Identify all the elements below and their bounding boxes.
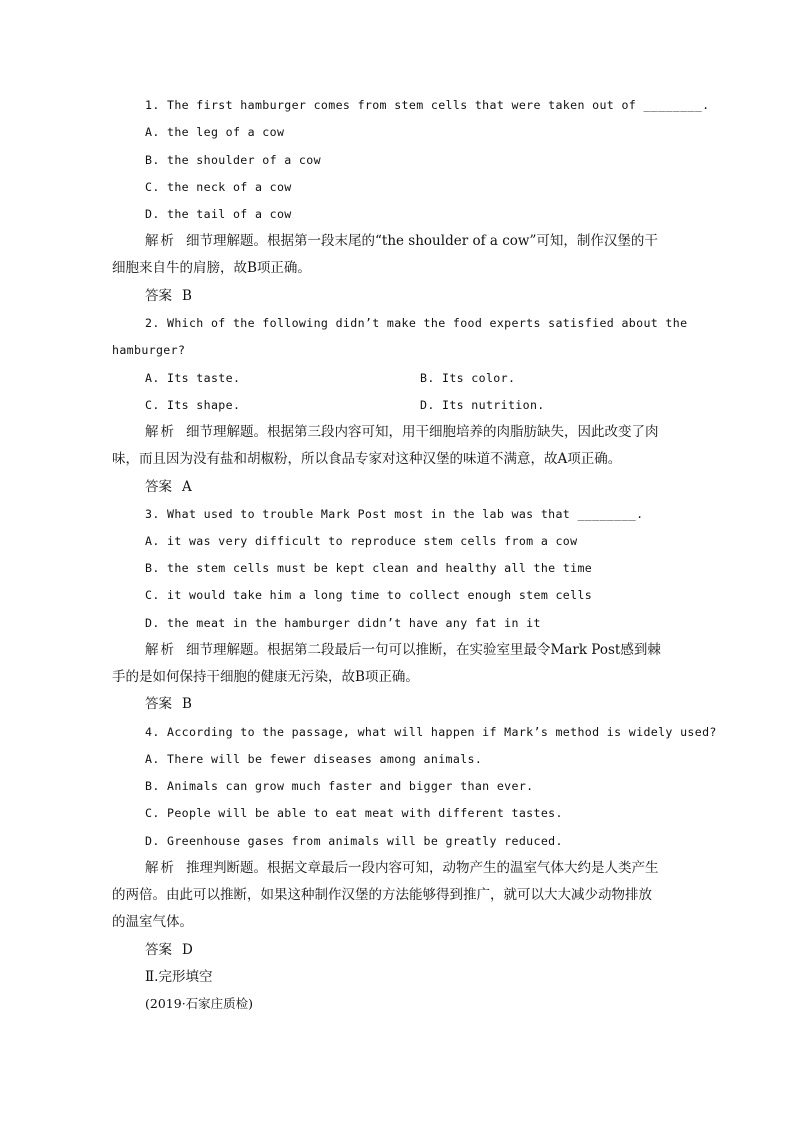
answer-label: 答案 <box>145 696 172 712</box>
question-1-option-a: A. the leg of a cow <box>145 125 285 139</box>
question-1-option-d: D. the tail of a cow <box>145 207 292 221</box>
analysis-label: 解析 <box>145 860 176 876</box>
question-4-analysis-line-3: 的温室气体。 <box>112 914 193 930</box>
question-3-analysis-line-2: 手的是如何保持干细胞的健康无污染，故B项正确。 <box>112 669 419 685</box>
question-3-analysis-line-1 <box>145 641 661 659</box>
question-3-option-a: A. it was very difficult to reproduce stem cells from a cow <box>145 534 578 548</box>
question-2-analysis-line-2: 味，而且因为没有盐和胡椒粉，所以食品专家对这种汉堡的味道不满意，故A项正确。 <box>112 451 622 467</box>
question-2-stem-line-1: 2. Which of the following didn’t make the food experts satisfied about the <box>145 316 688 330</box>
section-title: Ⅱ.完形填空 <box>145 969 213 985</box>
analysis-label: 解析 <box>145 642 176 658</box>
question-4-analysis-line-2: 的两倍。由此可以推断，如果这种制作汉堡的方法能够得到推广，就可以大大减少动物排放 <box>112 887 652 903</box>
section-source: (2019·石家庄质检) <box>145 996 254 1011</box>
question-3-stem: 3. What used to trouble Mark Post most in the lab was that ________. <box>145 507 644 521</box>
question-1-analysis-line-1 <box>145 232 658 250</box>
answer-value: B <box>182 288 192 304</box>
question-1-answer <box>145 287 192 305</box>
question-4-stem: 4. According to the passage, what will happen if Mark’s method is widely used? <box>145 725 717 739</box>
analysis-label: 解析 <box>145 424 176 440</box>
question-4-analysis-line-1 <box>145 859 659 877</box>
question-2-option-a: A. Its taste. <box>145 371 241 385</box>
question-4-answer <box>145 941 193 959</box>
analysis-text: 细节理解题。根据第二段最后一句可以推断，在实验室里最令Mark Post感到棘 <box>186 642 661 658</box>
answer-label: 答案 <box>145 942 172 958</box>
answer-label: 答案 <box>145 479 172 495</box>
analysis-text: 细节理解题。根据第一段末尾的“the shoulder of a cow”可知，制作汉堡的干 <box>186 233 658 249</box>
answer-value: D <box>182 942 193 958</box>
answer-label: 答案 <box>145 288 172 304</box>
analysis-text: 推理判断题。根据文章最后一段内容可知，动物产生的温室气体大约是人类产生 <box>186 860 659 876</box>
question-4-option-c: C. People will be able to eat meat with different tastes. <box>145 806 563 820</box>
question-2-option-b: B. Its color. <box>420 371 516 385</box>
question-3-option-d: D. the meat in the hamburger didn’t have any fat in it <box>145 616 541 630</box>
question-1-stem: 1. The first hamburger comes from stem cells that were taken out of ________. <box>145 98 710 112</box>
question-4-option-a: A. There will be fewer diseases among animals. <box>145 752 483 766</box>
question-2-analysis-line-1 <box>145 423 659 441</box>
question-2-answer <box>145 478 192 496</box>
analysis-label: 解析 <box>145 233 176 249</box>
question-4-option-b: B. Animals can grow much faster and bigger than ever. <box>145 779 534 793</box>
question-2-option-d: D. Its nutrition. <box>420 398 545 412</box>
question-1-option-b: B. the shoulder of a cow <box>145 153 321 167</box>
analysis-text: 细节理解题。根据第三段内容可知，用干细胞培养的肉脂肪缺失，因此改变了肉 <box>186 424 659 440</box>
question-3-option-b: B. the stem cells must be kept clean and healthy all the time <box>145 561 593 575</box>
question-3-answer <box>145 695 192 713</box>
question-4-option-d: D. Greenhouse gases from animals will be greatly reduced. <box>145 834 563 848</box>
question-3-option-c: C. it would take him a long time to collect enough stem cells <box>145 588 593 602</box>
question-2-option-c: C. Its shape. <box>145 398 241 412</box>
answer-value: B <box>182 696 192 712</box>
question-2-stem-line-2: hamburger? <box>112 343 186 357</box>
question-1-analysis-line-2: 细胞来自牛的肩膀，故B项正确。 <box>112 260 311 276</box>
answer-value: A <box>182 479 192 495</box>
question-1-option-c: C. the neck of a cow <box>145 180 292 194</box>
